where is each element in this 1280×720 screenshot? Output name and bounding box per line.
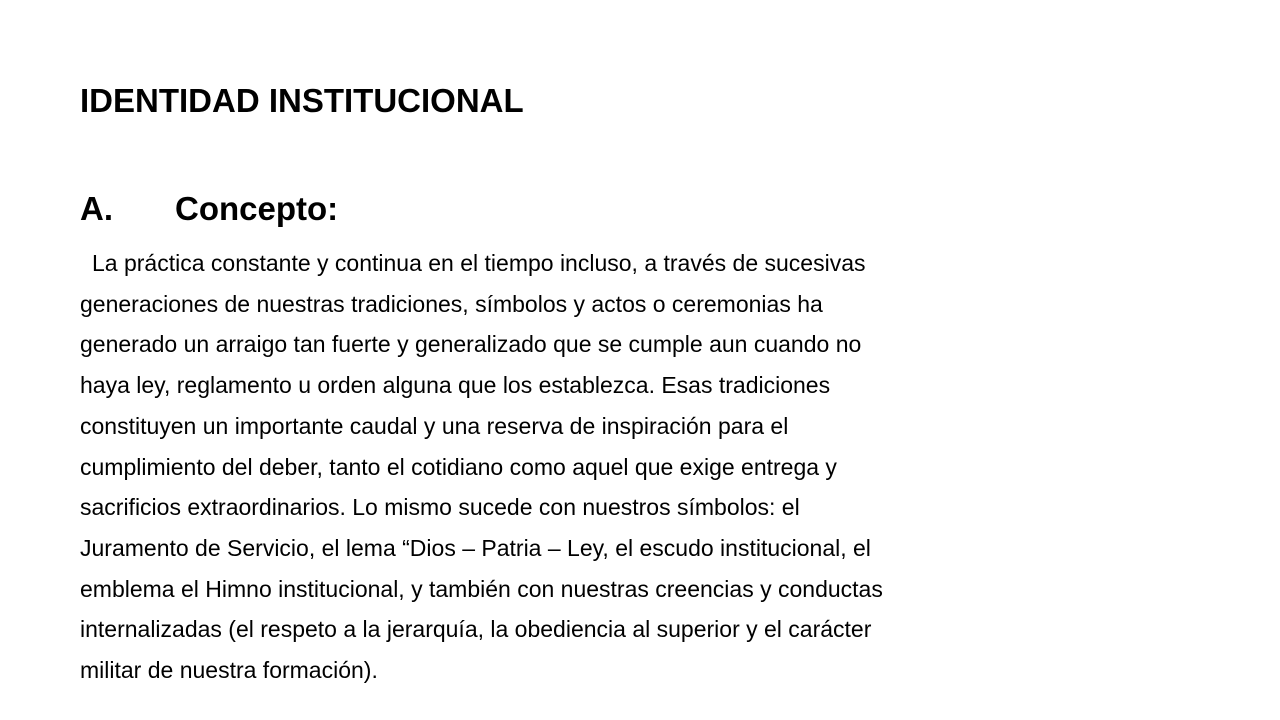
paragraph-line: haya ley, reglamento u orden alguna que los establezca. Esas tradiciones — [80, 372, 831, 399]
paragraph-line: internalizadas (el respeto a la jerarquía, la obediencia al superior y el carácter — [80, 616, 872, 643]
section-heading-text: Concepto: — [175, 190, 339, 227]
section-marker: A. — [80, 190, 113, 227]
paragraph-line: militar de nuestra formación). — [80, 657, 378, 684]
paragraph-line: La práctica constante y continua en el tiempo incluso, a través de sucesivas — [92, 250, 866, 276]
paragraph-line: generado un arraigo tan fuerte y generalizado que se cumple aun cuando no — [80, 331, 862, 358]
slide-title: IDENTIDAD INSTITUCIONAL — [80, 82, 524, 119]
paragraph-line: sacrificios extraordinarios. Lo mismo sucede con nuestros símbolos: el — [80, 494, 800, 521]
section-heading — [80, 190, 338, 228]
paragraph-line: cumplimiento del deber, tanto el cotidiano como aquel que exige entrega y — [80, 453, 837, 480]
concept-paragraph — [80, 243, 1160, 691]
paragraph-line: constituyen un importante caudal y una reserva de inspiración para el — [80, 412, 789, 439]
paragraph-line: emblema el Himno institucional, y también con nuestras creencias y conductas — [80, 575, 883, 602]
paragraph-line: Juramento de Servicio, el lema “Dios – Patria – Ley, el escudo institucional, el — [80, 534, 871, 561]
paragraph-line: generaciones de nuestras tradiciones, símbolos y actos o ceremonias ha — [80, 290, 823, 317]
